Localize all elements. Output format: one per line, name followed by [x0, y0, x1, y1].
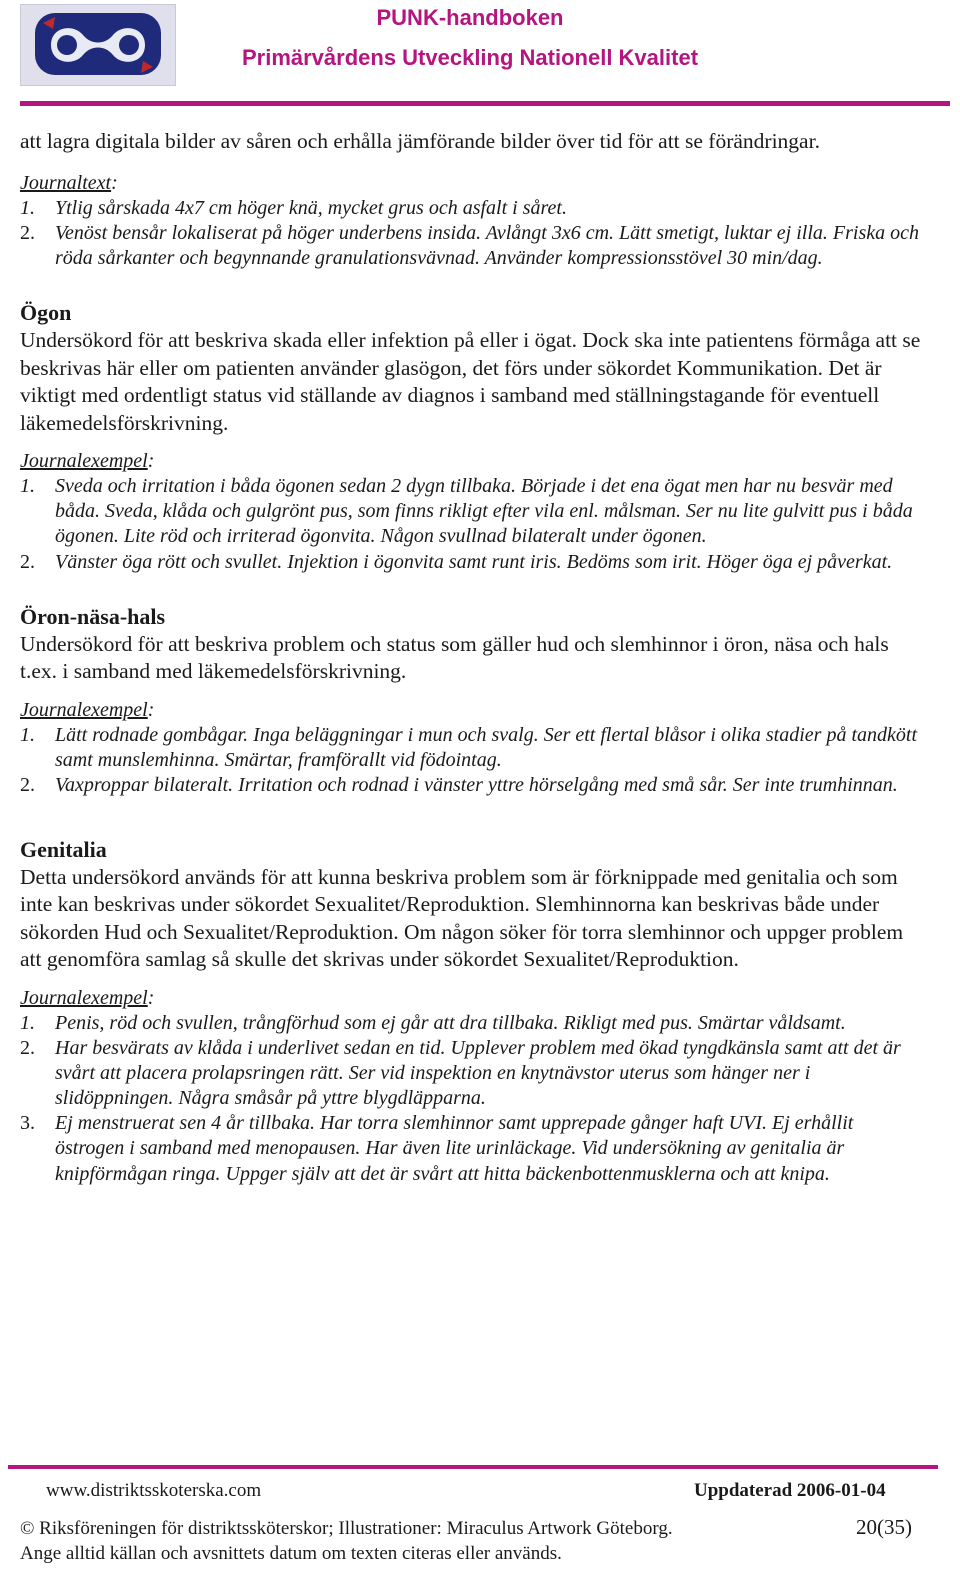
list-item — [20, 1011, 925, 1036]
journal-label-text: Journaltext — [20, 172, 112, 194]
list-item-text: Venöst bensår lokaliserat på höger underbens insida. Avlångt 3x6 cm. Lätt smetigt, luktar ej illa. Friska och röda sårkanter och begynnande granulationsvävnad. Använder kompressionsstövel 30 min/dag. — [55, 222, 920, 270]
list-item-text: Penis, röd och svullen, trångförhud som ej går att dra tillbaka. Rikligt med pus. Smärtar våldsamt. — [55, 1011, 846, 1034]
list-number: 2. — [20, 550, 35, 573]
list-item-text: Ytlig sårskada 4x7 cm höger knä, mycket grus och asfalt i såret. — [55, 197, 567, 219]
list-number: 2. — [20, 1037, 35, 1060]
journal-list — [20, 196, 925, 271]
list-number: 2. — [20, 222, 35, 245]
document-title: PUNK-handboken — [376, 5, 564, 30]
document-subtitle: Primärvårdens Utveckling Nationell Kvalitet — [241, 45, 699, 70]
journal-example-list — [20, 1011, 925, 1187]
page-header — [0, 0, 960, 110]
journal-example-label-text: Journalexempel — [20, 450, 148, 473]
list-item-text: Vänster öga rött och svullet. Injektion i ögonvita samt runt iris. Bedöms som irit. Höger öga ej påverkat. — [55, 550, 893, 573]
list-item-text: Lätt rodnade gombågar. Inga beläggningar i mun och svalg. Ser ett flertal blåsor i olika stadier på tandkött samt munslemhinna. Smärtar, framförallt vid födointag. — [55, 723, 918, 771]
footer-updated: Uppdaterad 2006-01-04 — [694, 1480, 886, 1501]
footer-copyright: © Riksföreningen för distriktssköterskor; Illustrationer: Miraculus Artwork Göteborg. — [20, 1518, 673, 1539]
page-number: 20(35) — [856, 1515, 912, 1539]
list-item — [20, 550, 925, 575]
list-item — [20, 196, 925, 221]
footer-divider — [8, 1465, 938, 1469]
page-content — [20, 128, 925, 1187]
header-divider — [20, 101, 950, 106]
footer-citation-note: Ange alltid källan och avsnittets datum om texten citeras eller används. — [20, 1543, 562, 1564]
list-number: 3. — [20, 1112, 35, 1135]
journal-example-label: Journalexempel: — [20, 698, 155, 721]
section-heading-ogon: Ögon — [20, 300, 72, 326]
list-number: 1. — [20, 723, 35, 746]
list-item-text: Ej menstruerat sen 4 år tillbaka. Har torra slemhinnor samt upprepade gånger haft UVI. Ej erhållit östrogen i samband med menopausen. Har även lite urinläckage. Vid undersökning av genitalia är knipförmågan ringa. Uppger själv att det är svårt att hitta bäckenbottenmusklerna och att knipa. — [55, 1112, 854, 1185]
journal-example-label-text: Journalexempel — [20, 698, 148, 721]
list-item — [20, 221, 925, 271]
journal-example-label: Journalexempel: — [20, 450, 155, 473]
list-item-text: Har besvärats av klåda i underlivet sedan en tid. Upplever problem med ökad tyngdkänsla samt att det är svårt att placera prolapsringen rätt. Ser vid inspektion en knytnävstor uterus som hänger ner i slidöppningen. Några småsår på yttre blygdläpparna. — [55, 1037, 901, 1110]
section-body-ogon: Undersökord för att beskriva skada eller infektion på eller i ögat. Dock ska inte patientens förmåga att se beskrivas här eller om patienten använder glasögon, det förs under sökordet Kommunikation. Det är viktigt med ordentligt status vid ställande av diagnos i samband med ställningstagande för eventuell läkemedelsförskrivning. — [20, 328, 921, 435]
intro-paragraph: att lagra digitala bilder av såren och erhålla jämförande bilder över tid för att se förändringar. — [20, 129, 820, 153]
journal-example-label-text: Journalexempel — [20, 986, 148, 1009]
list-item — [20, 773, 925, 798]
list-item — [20, 1111, 925, 1186]
list-number: 1. — [20, 1011, 35, 1034]
list-number: 2. — [20, 773, 35, 796]
list-item-text: Vaxproppar bilateralt. Irritation och rodnad i vänster yttre hörselgång med små sår. Ser inte trumhinnan. — [55, 773, 898, 796]
list-number: 1. — [20, 475, 35, 498]
section-heading-genitalia: Genitalia — [20, 836, 107, 862]
list-item-text: Sveda och irritation i båda ögonen sedan 2 dygn tillbaka. Började i det ena ögat men har nu besvär med båda. Sveda, klåda och gulgrönt pus, som finns rikligt efter vila enl. målsman. Ser nu lite gulvitt pus i båda ögonen. Lite röd och irriterad ögonvita. Någon svullnad bilateralt under ögonen. — [55, 475, 913, 548]
journal-example-list — [20, 474, 925, 574]
section-body-oron-nasa-hals: Undersökord för att beskriva problem och status som gäller hud och slemhinnor i öron, näsa och hals t.ex. i samband med läkemedelsförskrivning. — [20, 631, 889, 684]
section-body-genitalia: Detta undersökord används för att kunna beskriva problem som är förknippade med genitalia och som inte kan beskrivas under sökordet Sexualitet/Reproduktion. Slemhinnorna kan beskrivas både under sökorden Hud och Sexualitet/Reproduktion. Om någon söker för torra slemhinnor och uppger problem att genomföra samlag så skulle det skrivas under sökordet Sexualitet/Reproduktion. — [20, 864, 904, 972]
list-item — [20, 723, 925, 773]
section-heading-oron-nasa-hals: Öron-näsa-hals — [20, 603, 166, 629]
list-item — [20, 1036, 925, 1111]
journal-example-label: Journalexempel: — [20, 986, 155, 1009]
journal-label: Journaltext: — [20, 172, 118, 194]
footer-url-link[interactable]: www.distriktsskoterska.com — [46, 1480, 262, 1501]
list-number: 1. — [20, 197, 35, 219]
journal-example-list — [20, 723, 925, 798]
list-item — [20, 474, 925, 549]
